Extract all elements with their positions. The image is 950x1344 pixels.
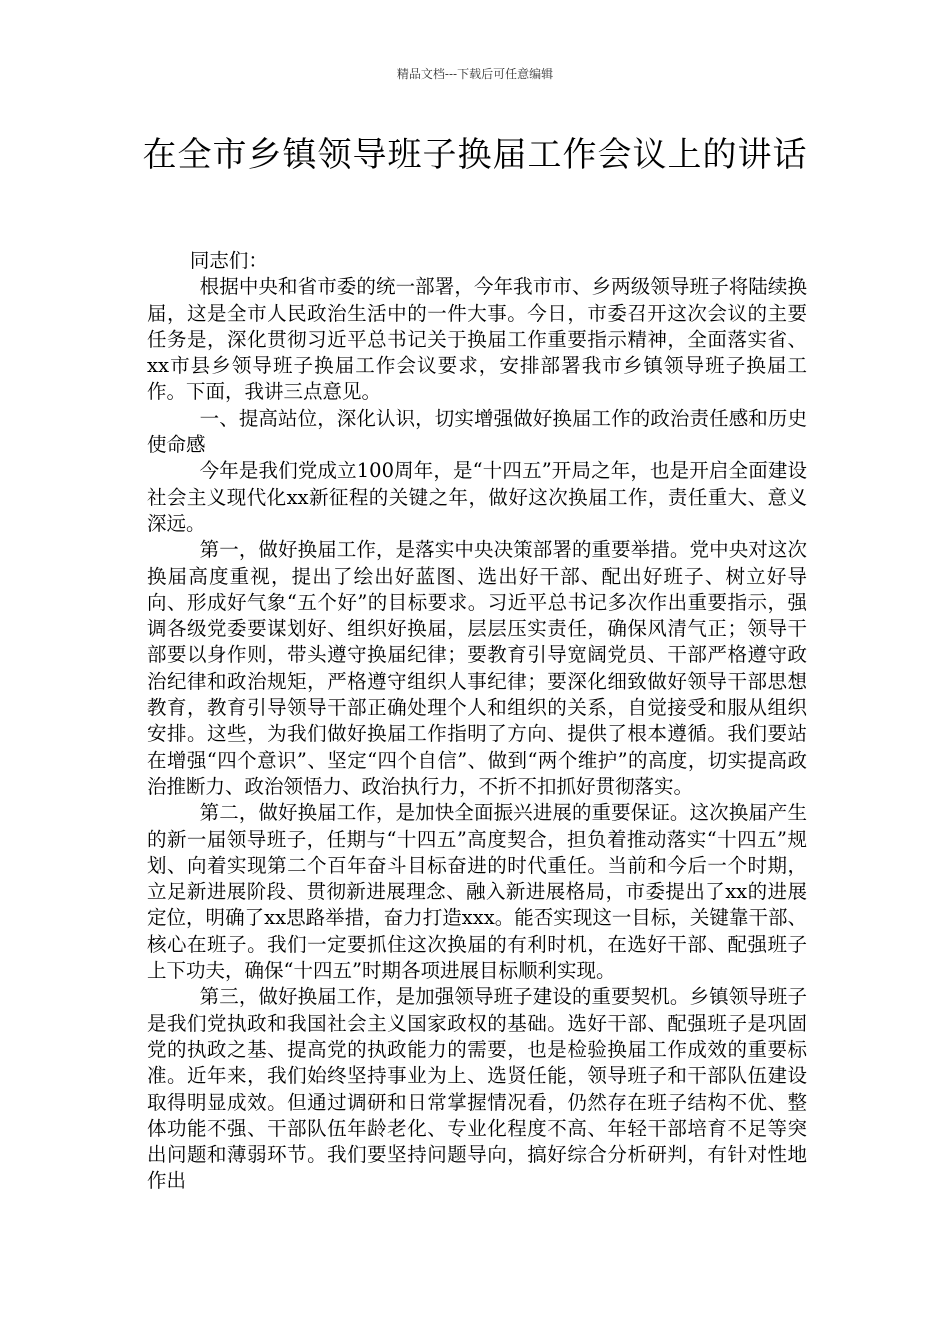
paragraph-second: 第二，做好换届工作，是加快全面振兴进展的重要保证。这次换届产生的新一届领导班子，任期与“十四五”高度契合，担负着推动落实“十四五”规划、向着实现第二个百年奋斗目标奋进的时代重任。当前和今后一个时期，立足新进展阶段、贯彻新进展理念、融入新进展格局，市委提出了xx的进展定位，明确了xx思路举措，奋力打造xxx。能否实现这一目标，关键靠干部、核心在班子。我们一定要抓住这次换届的有利时机，在选好干部、配强班子上下功夫，确保“十四五”时期各项进展目标顺利实现。 [147, 801, 807, 983]
paragraph-third: 第三，做好换届工作，是加强领导班子建设的重要契机。乡镇领导班子是我们党执政和我国社会主义国家政权的基础。选好干部、配强班子是巩固党的执政之基、提高党的执政能力的需要，也是检验换届工作成效的重要标准。近年来，我们始终坚持事业为上、选贤任能，领导班子和干部队伍建设取得明显成效。但通过调研和日常掌握情况看，仍然存在班子结构不优、整体功能不强、干部队伍年龄老化、专业化程度不高、年轻干部培育不足等突出问题和薄弱环节。我们要坚持问题导向，搞好综合分析研判，有针对性地作出 [147, 985, 807, 1193]
paragraph-intro: 根据中央和省市委的统一部署，今年我市市、乡两级领导班子将陆续换届，这是全市人民政治生活中的一件大事。今日，市委召开这次会议的主要任务是，深化贯彻习近平总书记关于换届工作重要指示精神，全面落实省、xx市县乡领导班子换届工作会议要求，安排部署我市乡镇领导班子换届工作。下面，我讲三点意见。 [147, 275, 807, 404]
page-title: 在全市乡镇领导班子换届工作会议上的讲话 [142, 135, 808, 175]
paragraph-first: 第一，做好换届工作，是落实中央决策部署的重要举措。党中央对这次换届高度重视，提出了绘出好蓝图、选出好干部、配出好班子、树立好导向、形成好气象“五个好”的目标要求。习近平总书记多次作出重要指示，强调各级党委要谋划好、组织好换届，层层压实责任，确保风清气正；领导干部要以身作则，带头遵守换届纪律；要教育引导宽阔党员、干部严格遵守政治纪律和政治规矩，严格遵守组织人事纪律；要深化细致做好领导干部思想教育，教育引导领导干部正确处理个人和组织的关系，自觉接受和服从组织安排。这些，为我们做好换届工作指明了方向、提供了根本遵循。我们要站在增强“四个意识”、坚定“四个自信”、做到“两个维护”的高度，切实提高政治推断力、政治领悟力、政治执行力，不折不扣抓好贯彻落实。 [147, 538, 807, 798]
document-body [147, 248, 807, 1195]
header-note: 精品文档---下载后可任意编辑 [396, 67, 554, 81]
paragraph-context: 今年是我们党成立100周年，是“十四五”开局之年，也是开启全面建设社会主义现代化xx新征程的关键之年，做好这次换届工作，责任重大、意义深远。 [147, 459, 807, 535]
section-heading-1: 一、提高站位，深化认识，切实增强做好换届工作的政治责任感和历史使命感 [147, 406, 807, 457]
salutation: 同志们： [189, 249, 268, 272]
